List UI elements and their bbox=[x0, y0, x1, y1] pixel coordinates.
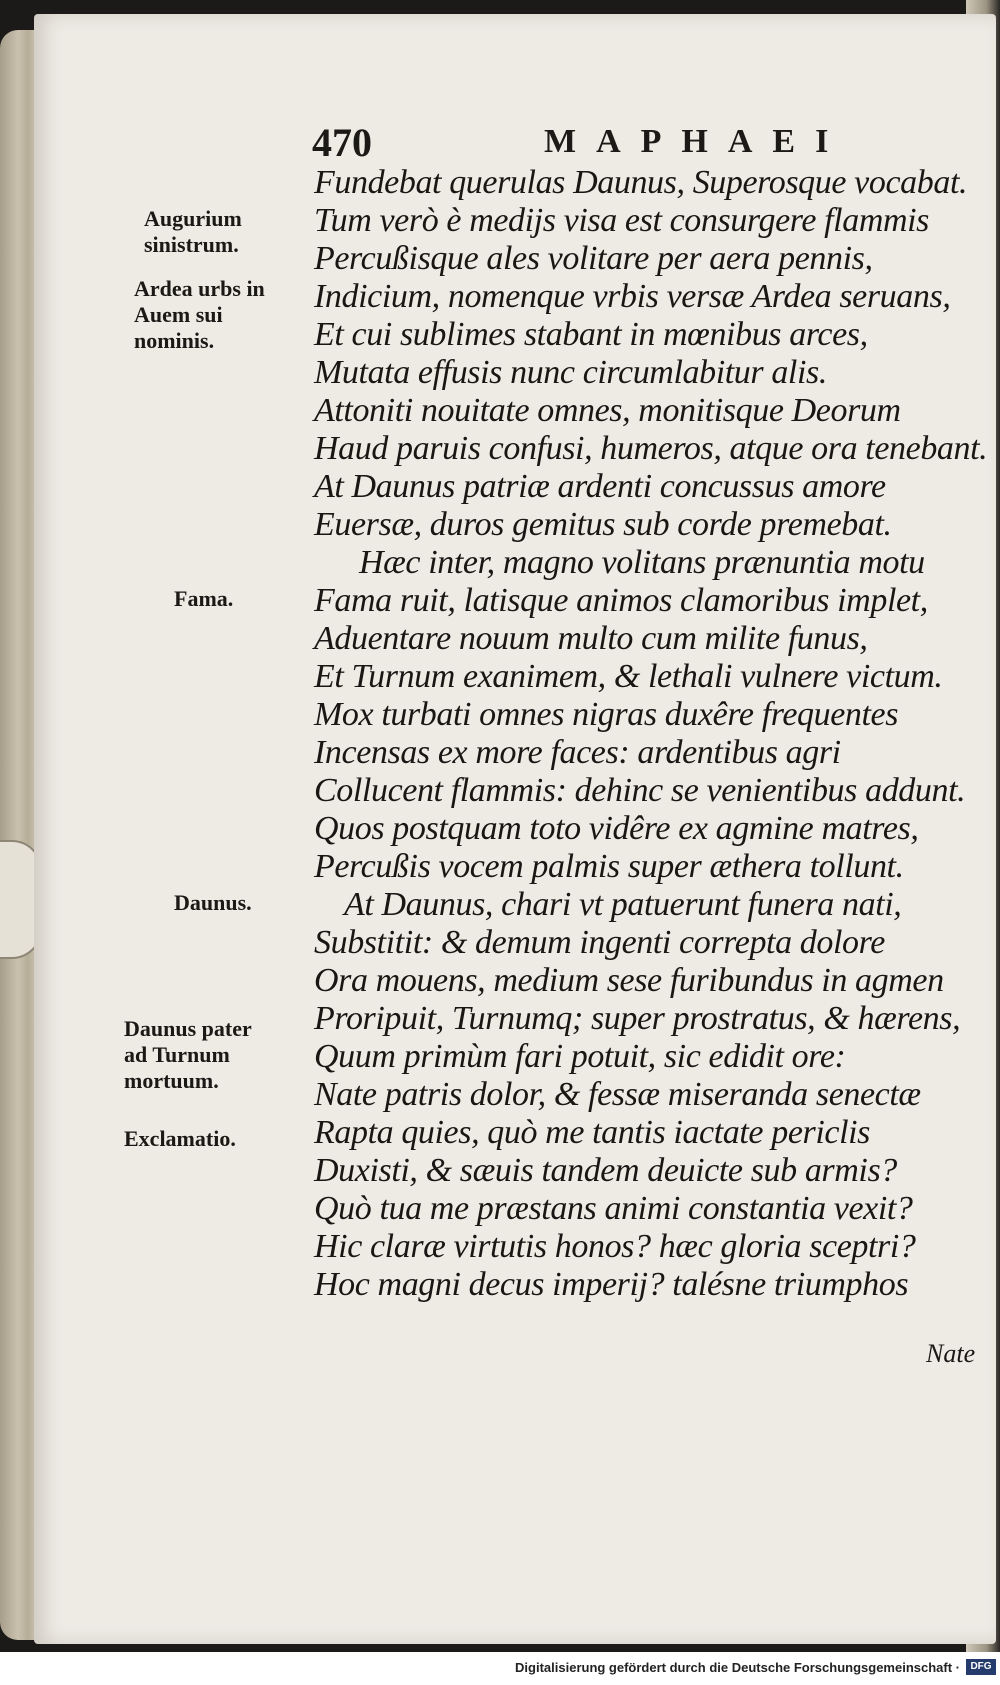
verse-line: Quos postquam toto vidêre ex agmine matres, bbox=[314, 810, 919, 847]
verse-line: Percußis vocem palmis super æthera tollunt. bbox=[314, 848, 904, 885]
verse-line: Attoniti nouitate omnes, monitisque Deorum bbox=[314, 392, 901, 429]
marginal-note: Augurium sinistrum. bbox=[144, 206, 242, 257]
marginal-note: Daunus. bbox=[174, 890, 252, 915]
verse-line: Percußisque ales volitare per aera pennis, bbox=[314, 240, 873, 277]
verse-line: Ora mouens, medium sese furibundus in agmen bbox=[314, 962, 944, 999]
verse-line: Fundebat querulas Daunus, Superosque vocabat. bbox=[314, 164, 968, 201]
verse-line: Hic claræ virtutis honos? hæc gloria sceptri? bbox=[314, 1228, 916, 1265]
verse-line: At Daunus, chari vt patuerunt funera nati, bbox=[344, 886, 902, 923]
verse-line: Mutata effusis nunc circumlabitur alis. bbox=[314, 354, 827, 391]
verse-line: Collucent flammis: dehinc se venientibus addunt. bbox=[314, 772, 966, 809]
marginal-note: Daunus pater ad Turnum mortuum. bbox=[124, 1016, 252, 1093]
verse-line: Et cui sublimes stabant in mœnibus arces, bbox=[314, 316, 868, 353]
verse-block bbox=[34, 14, 996, 1644]
footer-credit: Digitalisierung gefördert durch die Deutsche Forschungsgemeinschaft · bbox=[515, 1660, 960, 1675]
book-page bbox=[34, 14, 996, 1644]
dfg-logo: DFG bbox=[966, 1659, 996, 1675]
verse-line: Mox turbati omnes nigras duxêre frequentes bbox=[314, 696, 899, 733]
marginal-note: Exclamatio. bbox=[124, 1126, 236, 1151]
verse-line: Tum verò è medijs visa est consurgere flammis bbox=[314, 202, 930, 239]
verse-line: Aduentare nouum multo cum milite funus, bbox=[314, 620, 868, 657]
verse-line: Hæc inter, magno volitans prænuntia motu bbox=[359, 544, 925, 581]
marginal-note: Ardea urbs in Auem sui nominis. bbox=[134, 276, 265, 353]
verse-line: Substitit: & demum ingenti correpta dolore bbox=[314, 924, 885, 961]
running-title: MAPHAEI bbox=[544, 123, 849, 160]
verse-line: Fama ruit, latisque animos clamoribus implet, bbox=[314, 582, 928, 619]
footer bbox=[0, 1652, 1000, 1685]
verse-line: Hoc magni decus imperij? talésne triumphos bbox=[314, 1266, 909, 1303]
verse-line: Quò tua me præstans animi constantia vexit? bbox=[314, 1190, 913, 1227]
verse-line: Euersæ, duros gemitus sub corde premebat. bbox=[314, 506, 892, 543]
verse-line: Haud paruis confusi, humeros, atque ora tenebant. bbox=[314, 430, 988, 467]
verse-line: Duxisti, & sæuis tandem deuicte sub armis? bbox=[314, 1152, 897, 1189]
verse-line: Et Turnum exanimem, & lethali vulnere victum. bbox=[314, 658, 943, 695]
verse-line: At Daunus patriæ ardenti concussus amore bbox=[314, 468, 886, 505]
marginal-note: Fama. bbox=[174, 586, 234, 611]
verse-line: Proripuit, Turnumq; super prostratus, & hærens, bbox=[314, 1000, 961, 1037]
page-number: 470 bbox=[312, 120, 372, 165]
catchword: Nate bbox=[926, 1339, 976, 1368]
verse-line: Incensas ex more faces: ardentibus agri bbox=[314, 734, 841, 771]
verse-line: Rapta quies, quò me tantis iactate periclis bbox=[314, 1114, 871, 1151]
verse-line: Indicium, nomenque vrbis versæ Ardea seruans, bbox=[314, 278, 951, 315]
verse-line: Nate patris dolor, & fessæ miseranda senectæ bbox=[314, 1076, 921, 1113]
verse-line: Quum primùm fari potuit, sic edidit ore: bbox=[314, 1038, 846, 1075]
